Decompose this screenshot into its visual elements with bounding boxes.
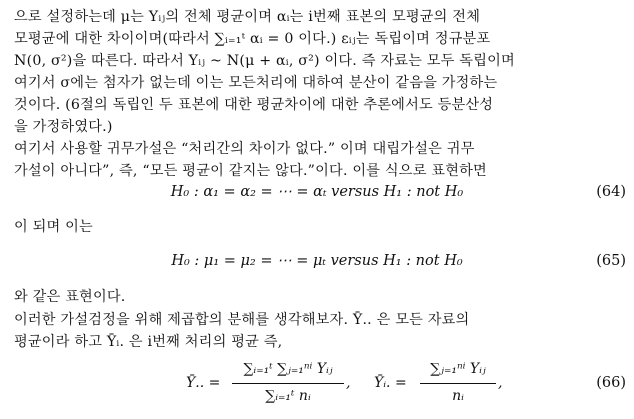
fraction-denominator: nᵢ bbox=[452, 388, 464, 404]
equation-number: (66) bbox=[596, 375, 626, 391]
text-line: 여기서 σ에는 첨자가 없는데 이는 모든처리에 대하여 분산이 같음을 가정하는 bbox=[14, 75, 498, 91]
equation-separator: , bbox=[498, 375, 503, 391]
text-line: N(0, σ²)을 따른다. 따라서 Yᵢⱼ ~ N(μ + αᵢ, σ²) 이다. 즉 자료는 모두 독립이며 bbox=[14, 53, 515, 69]
equation-body: H₀ : α₁ = α₂ = ⋯ = αₜ versus H₁ : not H₀ bbox=[170, 184, 464, 200]
equation-number: (64) bbox=[596, 184, 626, 200]
equation-body: H₀ : μ₁ = μ₂ = ⋯ = μₜ versus H₁ : not H₀ bbox=[171, 253, 463, 269]
text-line: 이러한 가설검정을 위해 제곱합의 분해를 생각해보자. Ȳ.. 은 모든 자료의 bbox=[14, 312, 470, 328]
fraction-numerator: ∑ⱼ₌₁ⁿⁱ Yᵢⱼ bbox=[430, 361, 486, 377]
text-line: 가설이 아니다”, 즉, “모든 평균이 같지는 않다.”이다. 이를 식으로 표현하면 bbox=[14, 163, 487, 179]
equation-number: (65) bbox=[596, 253, 626, 269]
fraction-bar bbox=[420, 383, 496, 384]
text-line: 모평균에 대한 차이이며(따라서 ∑ᵢ₌₁ᵗ αᵢ = 0 이다.) εᵢⱼ는 독립이며 정규분포 bbox=[14, 31, 491, 47]
text-line: 와 같은 표현이다. bbox=[14, 289, 126, 305]
equation-separator: , bbox=[346, 375, 351, 391]
equation-65 bbox=[0, 251, 634, 277]
equation-lhs: Ȳᵢ. = bbox=[374, 375, 407, 391]
fraction-numerator: ∑ᵢ₌₁ᵗ ∑ⱼ₌₁ⁿⁱ Yᵢⱼ bbox=[243, 361, 333, 377]
fraction-bar bbox=[232, 383, 344, 384]
equation-64 bbox=[0, 182, 634, 208]
text-line: 으로 설정하는데 μ는 Yᵢⱼ의 전체 평균이며 αᵢ는 i번째 표본의 모평균의 전체 bbox=[14, 9, 481, 25]
text-line: 평균이라 하고 Ȳᵢ. 은 i번째 처리의 평균 즉, bbox=[14, 334, 283, 350]
text-line: 여기서 사용할 귀무가설은 “처리간의 차이가 없다.” 이며 대립가설은 귀무 bbox=[14, 141, 475, 157]
fraction-denominator: ∑ᵢ₌₁ᵗ nᵢ bbox=[265, 388, 311, 404]
text-line: 이 되며 이는 bbox=[14, 219, 93, 235]
text-line: 을 가정하였다.) bbox=[14, 119, 113, 135]
equation-lhs: Ȳ.. = bbox=[186, 375, 221, 391]
text-line: 것이다. (6절의 독립인 두 표본에 대한 평균차이에 대한 추론에서도 등분산성 bbox=[14, 97, 494, 113]
